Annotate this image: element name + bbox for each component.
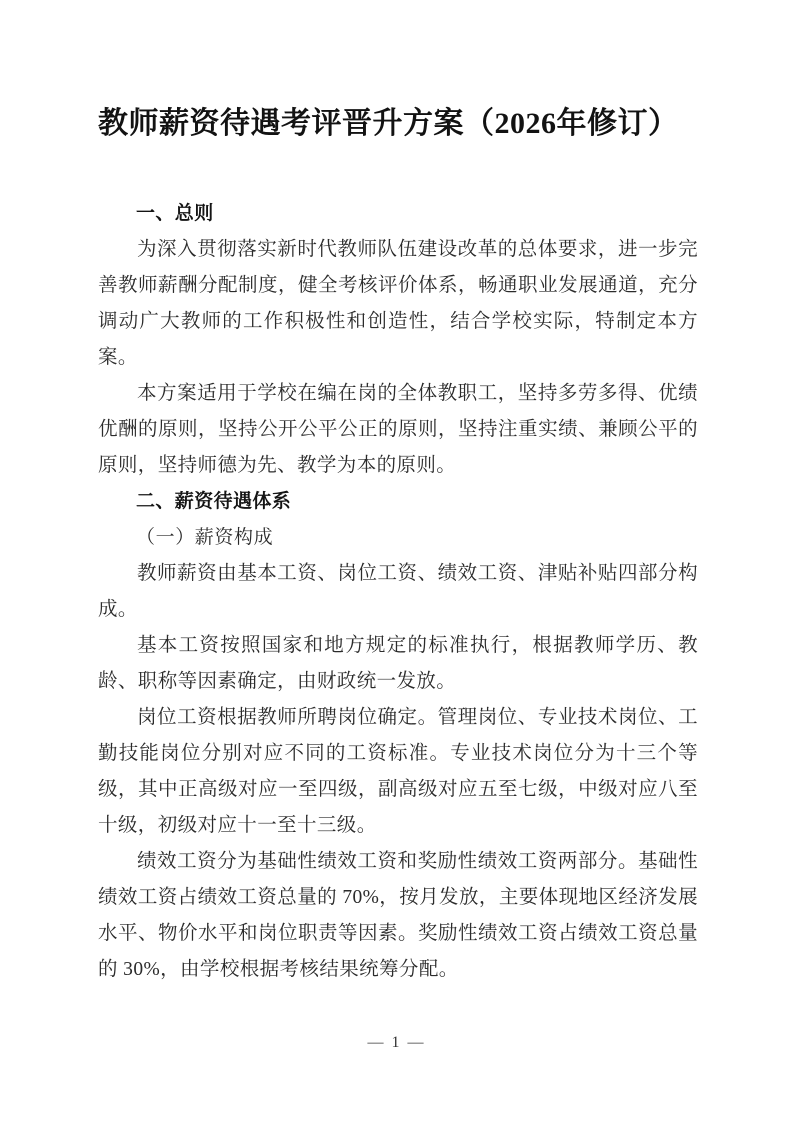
page-number-footer: — 1 —: [367, 1034, 426, 1051]
paragraph-base-salary: 基本工资按照国家和地方规定的标准执行，根据教师学历、教龄、职称等因素确定，由财政统一发放。: [98, 635, 698, 692]
section-heading-general-principles: 一、总则: [136, 203, 214, 224]
paragraph-post-salary: 岗位工资根据教师所聘岗位确定。管理岗位、专业技术岗位、工勤技能岗位分别对应不同的工资标准。专业技术岗位分为十三个等级，其中正高级对应一至四级，副高级对应五至七级，中级对应八至十级，初级对应十一至十三级。: [98, 707, 698, 836]
paragraph-general-purpose: 为深入贯彻落实新时代教师队伍建设改革的总体要求，进一步完善教师薪酬分配制度，健全考核评价体系，畅通职业发展通道，充分调动广大教师的工作积极性和创造性，结合学校实际，特制定本方案。: [98, 239, 698, 368]
page-title: 教师薪资待遇考评晋升方案（2026年修订）: [98, 107, 679, 140]
paragraph-performance-salary: 绩效工资分为基础性绩效工资和奖励性绩效工资两部分。基础性绩效工资占绩效工资总量的 70%，按月发放，主要体现地区经济发展水平、物价水平和岗位职责等因素。奖励性绩效工资占绩效工资总量的 30%，由学校根据考核结果统筹分配。: [98, 851, 698, 980]
paragraph-scope-and-principles: 本方案适用于学校在编在岗的全体教职工，坚持多劳多得、优绩优酬的原则，坚持公开公平公正的原则，坚持注重实绩、兼顾公平的原则，坚持师德为先、教学为本的原则。: [98, 383, 698, 476]
document-content: [98, 0, 698, 988]
section-heading-salary-system: 二、薪资待遇体系: [136, 491, 292, 512]
subsection-heading-salary-composition: （一）薪资构成: [136, 527, 274, 548]
paragraph-salary-four-parts: 教师薪资由基本工资、岗位工资、绩效工资、津贴补贴四部分构成。: [98, 563, 698, 620]
